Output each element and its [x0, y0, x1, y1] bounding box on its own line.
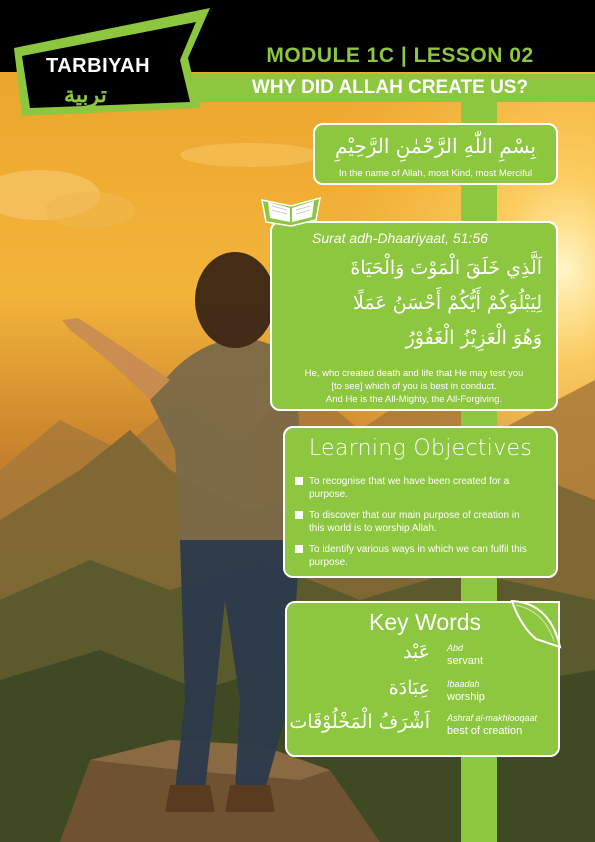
objective-text-line: purpose. [309, 489, 348, 500]
bullet-square-icon [295, 545, 303, 553]
bullet-square-icon [295, 511, 303, 519]
verse-reference: Surat adh-Dhaariyaat, 51:56 [312, 230, 488, 246]
objective-text-line: To identify various ways in which we can fulfil this [309, 544, 527, 555]
verse-translation-line: [to see] which of you is best in conduct. [331, 381, 497, 392]
verse-arabic-line: وَهُوَ الْعَزِيْزُ الْغَفُوْرُ [405, 327, 542, 349]
basmala-card [313, 123, 558, 185]
objective-text-line: this world is to worship Allah. [309, 523, 437, 534]
open-book-icon [258, 192, 324, 228]
keyword-transliteration: Ashraf al-makhlooqaat [447, 713, 538, 723]
keyword-arabic: عِبَادَة [388, 677, 430, 699]
basmala-arabic: بِسْمِ اللّٰهِ الرَّحْمٰنِ الرَّحِيْمِ [334, 134, 536, 158]
objective-text-line: To recognise that we have been created for a [309, 476, 510, 487]
keyword-meaning: best of creation [447, 725, 523, 737]
page-curl-icon [510, 599, 562, 651]
objective-item [295, 509, 553, 535]
objectives-heading: Learning Objectives [308, 436, 533, 461]
objective-item [295, 475, 553, 501]
keyword-arabic: اَشْرَفُ الْمَخْلُوْقَات [289, 711, 430, 733]
keyword-transliteration: Abd [447, 643, 464, 653]
lesson-title: WHY DID ALLAH CREATE US? [251, 77, 529, 98]
objective-text-line: To discover that our main purpose of creation in [309, 510, 520, 521]
keyword-transliteration: Ibaadah [447, 679, 480, 689]
keyword-arabic: عَبْد [402, 641, 430, 663]
verse-arabic-line: لِيَبْلُوَكُمْ أَيُّكُمْ أَحْسَنُ عَمَلًا [353, 292, 542, 314]
objective-text-line: purpose. [309, 557, 348, 568]
learning-objectives-card [283, 426, 558, 578]
logo-name-english: TARBIYAH [46, 55, 151, 77]
verse-arabic-line: اَلَّذِي خَلَقَ الْمَوْتَ وَالْحَيَاةَ [350, 257, 542, 279]
objective-item [295, 543, 553, 569]
basmala-translation: In the name of Allah, most Kind, most Merciful [338, 168, 533, 179]
verse-translation-line: And He is the All-Mighty, the All-Forgiving. [325, 394, 503, 405]
key-words-heading: Key Words [369, 609, 482, 635]
module-lesson-label: MODULE 1C | LESSON 02 [266, 44, 534, 67]
keyword-meaning: worship [447, 691, 485, 703]
logo-name-arabic: تربية [64, 82, 107, 107]
keyword-meaning: servant [447, 655, 484, 667]
bullet-square-icon [295, 477, 303, 485]
verse-card [270, 221, 558, 411]
verse-translation-line: He, who created death and life that He may test you [304, 368, 524, 379]
